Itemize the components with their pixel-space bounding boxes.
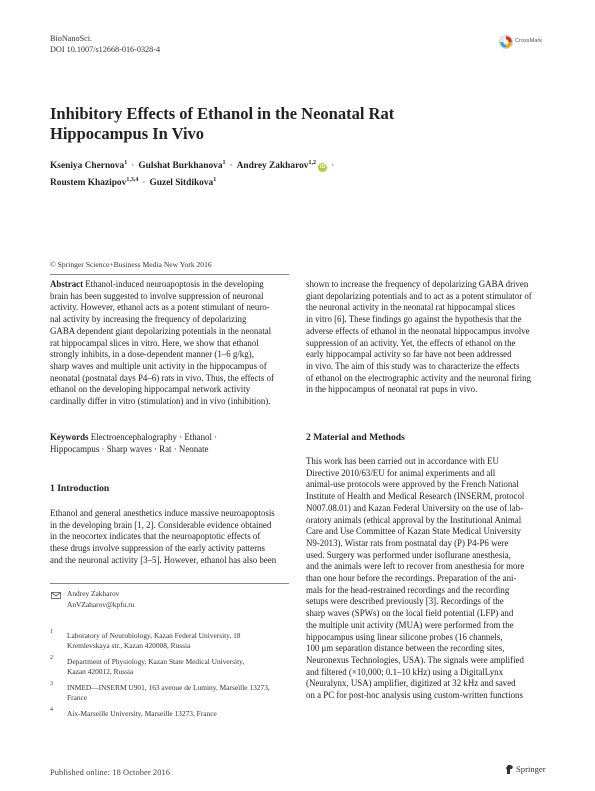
abstract-line: ethanol on the developing hippocampal network activity xyxy=(50,384,251,395)
journal-name: BioNanoSci. xyxy=(50,34,93,43)
body-line: suppression of an activity. Yet, the effects of ethanol on the xyxy=(306,337,516,348)
affiliation-line: France xyxy=(67,693,88,702)
author-affiliation: 1 xyxy=(124,160,128,166)
author-name[interactable]: Roustem Khazipov xyxy=(50,178,127,188)
affiliation-line: INMED—INSERM U901, 163 avenue de Luminy, Marseille 13273, xyxy=(67,683,270,692)
methods-line: Care and Use Committee of Kazan State Medical University xyxy=(306,526,521,537)
keywords-block xyxy=(50,432,289,455)
author-affiliation: 1 xyxy=(222,160,226,166)
body-line: the neuronal activity in the neonatal rat hippocampal slices xyxy=(306,302,515,313)
author-name[interactable]: Guzel Sitdikova xyxy=(149,178,214,188)
methods-line: Neuronexus Technologies, USA). The signals were amplified xyxy=(306,654,524,665)
abstract-line: GABA dependent giant depolarizing potentials in the neonatal xyxy=(50,325,272,336)
methods-line: the multiple unit activity (MUA) were performed from the xyxy=(306,619,514,630)
abstract-block xyxy=(50,279,289,408)
crossmark-logo[interactable] xyxy=(499,34,549,50)
author-name[interactable]: Gulshat Burkhanova xyxy=(138,161,223,171)
keywords-label: Keywords xyxy=(50,432,89,442)
abstract-label: Abstract xyxy=(50,279,84,289)
methods-line: animal-use protocols were approved by the French National xyxy=(306,479,519,490)
author-line-2 xyxy=(50,173,350,190)
methods-body xyxy=(306,456,545,702)
intro-body xyxy=(50,508,289,567)
intro-heading: 1 Introduction xyxy=(50,483,110,494)
methods-heading: 2 Material and Methods xyxy=(306,432,405,443)
author-affiliation: 1 xyxy=(213,177,217,183)
affiliation-number: 1 xyxy=(50,629,53,635)
body-line: in vivo. The aim of this study was to characterize the effects xyxy=(306,360,520,371)
right-column-text xyxy=(306,279,545,396)
methods-line: and filtered (×10,000; 0.1–10 kHz) using a DigitalLynx xyxy=(306,666,504,677)
title-line-1: Inhibitory Effects of Ethanol in the Neonatal Rat xyxy=(50,104,395,123)
affiliation-number: 3 xyxy=(50,681,53,687)
methods-line: setups were described previously [3]. Recordings of the xyxy=(306,596,504,607)
envelope-icon xyxy=(51,592,61,599)
author-separator: · xyxy=(229,161,233,171)
affiliation-number: 4 xyxy=(50,707,53,713)
abstract-line: nal activity by increasing the frequency of depolarizing xyxy=(50,314,247,325)
author-name[interactable]: Kseniya Chernova xyxy=(50,161,125,171)
affiliation-line: Laboratory of Neurobiology, Kazan Federal University, 18 xyxy=(67,631,241,640)
copyright-rule xyxy=(50,274,289,275)
methods-line: than one hour before the recordings. Preparation of the ani- xyxy=(306,573,517,584)
springer-horse-icon xyxy=(505,764,514,775)
body-line: adverse effects of ethanol in the neonatal hippocampus involve xyxy=(306,325,530,336)
author-separator: · xyxy=(142,178,146,188)
methods-line: Institute of Health and Medical Research (INSERM, protocol xyxy=(306,491,525,502)
springer-label: Springer xyxy=(516,764,546,774)
methods-line: on a PC for post-hoc analysis using custom-written functions xyxy=(306,690,523,701)
body-line: in the hippocampus of neonatal rat pups in vivo. xyxy=(306,384,478,395)
methods-line: oratory animals (ethical approval by the Institutional Animal xyxy=(306,514,522,525)
methods-line: mals for the head-restrained recordings and the recording xyxy=(306,584,510,595)
abstract-line: brain has been suggested to involve suppression of neuronal xyxy=(50,290,264,301)
intro-line: in the neocortex indicates that the neuroapoptotic effects of xyxy=(50,531,261,542)
abstract-line: cardinally differ in vitro (stimulation) and in vivo (inhibition). xyxy=(50,396,271,407)
published-online: Published online: 18 October 2016 xyxy=(50,768,171,777)
footnote-rule xyxy=(50,583,289,584)
author-list xyxy=(50,156,350,190)
abstract-line: neonatal (postnatal days P4–6) rats in vivo. Thus, the effects of xyxy=(50,372,274,383)
abstract-line: strongly inhibits, in a dose-dependent manner (1–6 g/kg), xyxy=(50,349,254,360)
methods-line: N007.08.01) and Kazan Federal University on the use of lab- xyxy=(306,502,524,513)
intro-line: and the neuronal activity [3–5]. However, ethanol has also been xyxy=(50,554,277,565)
crossmark-icon xyxy=(499,35,513,49)
author-separator: · xyxy=(131,161,135,171)
intro-line: these drugs involve suppression of the early activity patterns xyxy=(50,543,265,554)
intro-line: Ethanol and general anesthetics induce massive neuroapoptosis xyxy=(50,508,275,518)
correspondence-email[interactable]: AnVZaharov@kpfu.ru xyxy=(67,600,135,609)
author-name[interactable]: Andrey Zakharov xyxy=(236,161,309,171)
abstract-line: Ethanol-induced neuroapoptosis in the developing xyxy=(85,279,264,289)
methods-line: N9-2013). Wistar rats from postnatal day (P) P4-P6 were xyxy=(306,537,509,548)
springer-logo xyxy=(505,764,553,776)
methods-line: Directive 2010/63/EU for animal experiments and all xyxy=(306,467,496,478)
author-line-1 xyxy=(50,156,350,173)
methods-line: sharp waves (SPWs) on the local field potential (LFP) and xyxy=(306,608,514,619)
body-line: shown to increase the frequency of depolarizing GABA driven xyxy=(306,279,529,289)
methods-line: (Neuralynx, USA) amplifier, digitized at 32 kHz and saved xyxy=(306,678,516,689)
methods-line: 100 μm separation distance between the recording sites, xyxy=(306,643,505,654)
abstract-line: rat hippocampal slices in vitro. Here, we show that ethanol xyxy=(50,337,259,348)
body-line: giant depolarizing potentials and to act as a potent stimulator of xyxy=(306,290,532,301)
body-line: in vitro [6]. These findings go against the hypothesis that the xyxy=(306,314,522,325)
abstract-line: activity. However, ethanol acts as a potent stimulant of neuro- xyxy=(50,302,270,313)
crossmark-label: CrossMark xyxy=(515,38,543,44)
affiliation-line: Kremlevskaya str., Kazan 420008, Russia xyxy=(67,641,191,650)
title-line-2: Hippocampus In Vivo xyxy=(50,123,205,143)
author-affiliation: 1,2 xyxy=(308,160,316,166)
affiliation-line: Aix-Marseille University, Marseille 13273, France xyxy=(67,709,217,718)
author-separator: · xyxy=(331,161,335,171)
methods-line: This work has been carried out in accordance with EU xyxy=(306,456,499,466)
author-affiliation: 1,3,4 xyxy=(126,177,139,183)
orcid-icon[interactable]: iD xyxy=(320,164,326,170)
correspondence-name: Andrey Zakharov xyxy=(67,589,120,598)
methods-line: and the animals were left to recover from anesthesia for more xyxy=(306,561,525,572)
affiliation-line: Department of Physiology, Kazan State Medical University, xyxy=(67,657,245,666)
doi: DOI 10.1007/s12668-016-0328-4 xyxy=(50,45,161,54)
intro-line: in the developing brain [1, 2]. Considerable evidence obtained xyxy=(50,519,272,530)
body-line: of ethanol on the electrographic activity and the neuronal firing xyxy=(306,372,531,383)
abstract-line: sharp waves and multiple unit activity in the hippocampus of xyxy=(50,360,267,371)
affiliation-line: Kazan 420012, Russia xyxy=(67,667,134,676)
article-title xyxy=(50,104,394,143)
keywords-line-2: Hippocampus · Sharp waves · Rat · Neonate xyxy=(50,443,209,454)
affiliation-number: 2 xyxy=(50,655,53,661)
methods-line: used. Surgery was performed under isoflurane anesthesia, xyxy=(306,549,511,560)
copyright-notice: © Springer Science+Business Media New York 2016 xyxy=(50,260,212,269)
keywords-line-1: Electroencephalography · Ethanol · xyxy=(90,432,218,442)
body-line: early hippocampal activity so far have not been addressed xyxy=(306,349,512,360)
methods-line: hippocampus using linear silicone probes (16 channels, xyxy=(306,631,503,642)
